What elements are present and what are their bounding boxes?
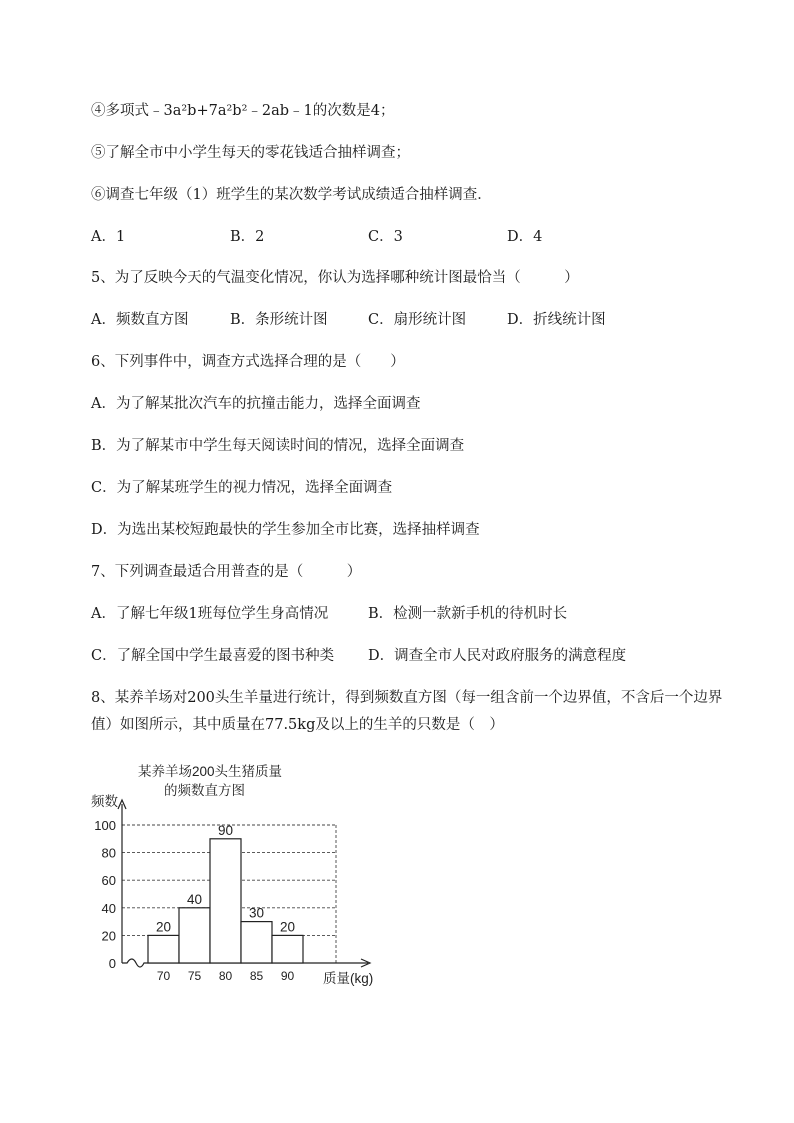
q5-stem: 5、为了反映今天的气温变化情况，你认为选择哪种统计图最恰当（ ） (91, 270, 579, 286)
y-tick-label-40: 40 (101, 900, 116, 916)
q7-option-a: A．了解七年级1班每位学生身高情况 (91, 606, 329, 622)
bar-value-label-2: 90 (217, 822, 234, 838)
q6-option-d: D．为选出某校短跑最快的学生参加全市比赛，选择抽样调查 (91, 522, 480, 538)
bar-4 (272, 935, 303, 963)
y-tick-label-20: 20 (101, 928, 116, 944)
q6-option-c: C．为了解某班学生的视力情况，选择全面调查 (91, 480, 393, 496)
q6-option-a: A．为了解某批次汽车的抗撞击能力，选择全面调查 (91, 396, 421, 412)
statement-6: ⑥调查七年级（1）班学生的某次数学考试成绩适合抽样调查． (91, 187, 492, 203)
q4-option-d: D．4 (507, 229, 543, 245)
statement-5: ⑤了解全市中小学生每天的零花钱适合抽样调查； (91, 145, 410, 161)
x-tick-label-85: 85 (249, 969, 264, 983)
bar-value-label-1: 40 (186, 891, 203, 907)
q7-option-c: C．了解全国中学生最喜爱的图书种类 (91, 648, 335, 664)
x-tick-label-70: 70 (156, 969, 171, 983)
bar-value-label-4: 20 (279, 919, 296, 935)
chart-ylabel: 频数 (91, 794, 118, 809)
x-tick-label-75: 75 (187, 969, 202, 983)
bar-value-label-0: 20 (155, 919, 172, 935)
y-tick-label-100: 100 (94, 818, 116, 833)
chart-title-line1: 某养羊场200头生猪质量 (138, 764, 283, 779)
y-tick-label-60: 60 (101, 873, 116, 889)
q5-option-c: C．扇形统计图 (368, 312, 467, 328)
chart-xlabel: 质量(kg) (323, 971, 374, 986)
histogram-chart (88, 758, 398, 990)
q7-stem: 7、下列调查最适合用普查的是（ ） (91, 564, 362, 580)
q8-stem-line1: 8、某养羊场对200头生羊量进行统计，得到频数直方图（每一组含前一个边界值，不含后一个边界 (91, 690, 723, 706)
q7-option-b: B．检测一款新手机的待机时长 (368, 606, 568, 622)
q5-option-a: A．频数直方图 (91, 312, 189, 328)
q6-stem: 6、下列事件中，调查方式选择合理的是（ ） (91, 354, 405, 370)
q5-option-d: D．折线统计图 (507, 312, 606, 328)
y-tick-label-80: 80 (101, 845, 116, 861)
chart-bars (148, 839, 303, 963)
q4-option-b: B．2 (230, 229, 265, 245)
bar-0 (148, 935, 179, 963)
chart-title-line2: 的频数直方图 (164, 783, 245, 798)
bar-2 (210, 839, 241, 963)
q6-option-b: B．为了解某市中学生每天阅读时间的情况，选择全面调查 (91, 438, 465, 454)
bar-1 (179, 908, 210, 963)
y-tick-label-0: 0 (108, 956, 116, 971)
x-tick-label-90: 90 (280, 969, 295, 983)
bar-value-label-3: 30 (248, 905, 265, 921)
q7-option-d: D．调查全市人民对政府服务的满意程度 (368, 648, 627, 664)
q8-stem-line2: 值）如图所示，其中质量在77.5kg及以上的生羊的只数是（ ） (91, 717, 504, 733)
q4-option-a: A．1 (91, 229, 126, 245)
x-tick-label-80: 80 (218, 969, 233, 983)
statement-4: ④多项式﹣3a²b+7a²b²﹣2ab﹣1的次数是4； (91, 103, 395, 119)
q5-option-b: B．条形统计图 (230, 312, 328, 328)
q4-option-c: C．3 (368, 229, 403, 245)
bar-3 (241, 922, 272, 963)
